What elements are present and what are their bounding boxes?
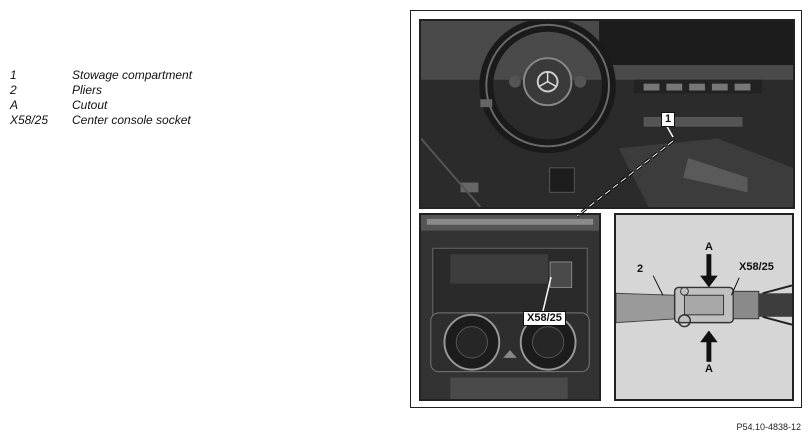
legend-key: 1: [10, 68, 17, 82]
legend-key: X58/25: [10, 113, 49, 127]
legend-text: Center console socket: [72, 113, 191, 127]
label-cutout-top: A: [705, 241, 713, 253]
legend-text: Cutout: [72, 98, 108, 112]
figure-id: P54.10-4838-12: [736, 422, 801, 432]
callout-socket: X58/25: [523, 311, 566, 326]
legend-text: Pliers: [72, 83, 103, 97]
label-pliers: 2: [637, 263, 644, 275]
label-cutout-bottom: A: [705, 363, 713, 375]
legend-key: 2: [10, 83, 17, 97]
label-socket: X58/25: [739, 261, 774, 273]
legend-text: Stowage compartment: [72, 68, 193, 82]
callout-stowage-compartment: 1: [661, 112, 675, 127]
figure-frame: [410, 10, 802, 408]
leader-lines: [411, 11, 803, 409]
legend-key: A: [10, 98, 19, 112]
